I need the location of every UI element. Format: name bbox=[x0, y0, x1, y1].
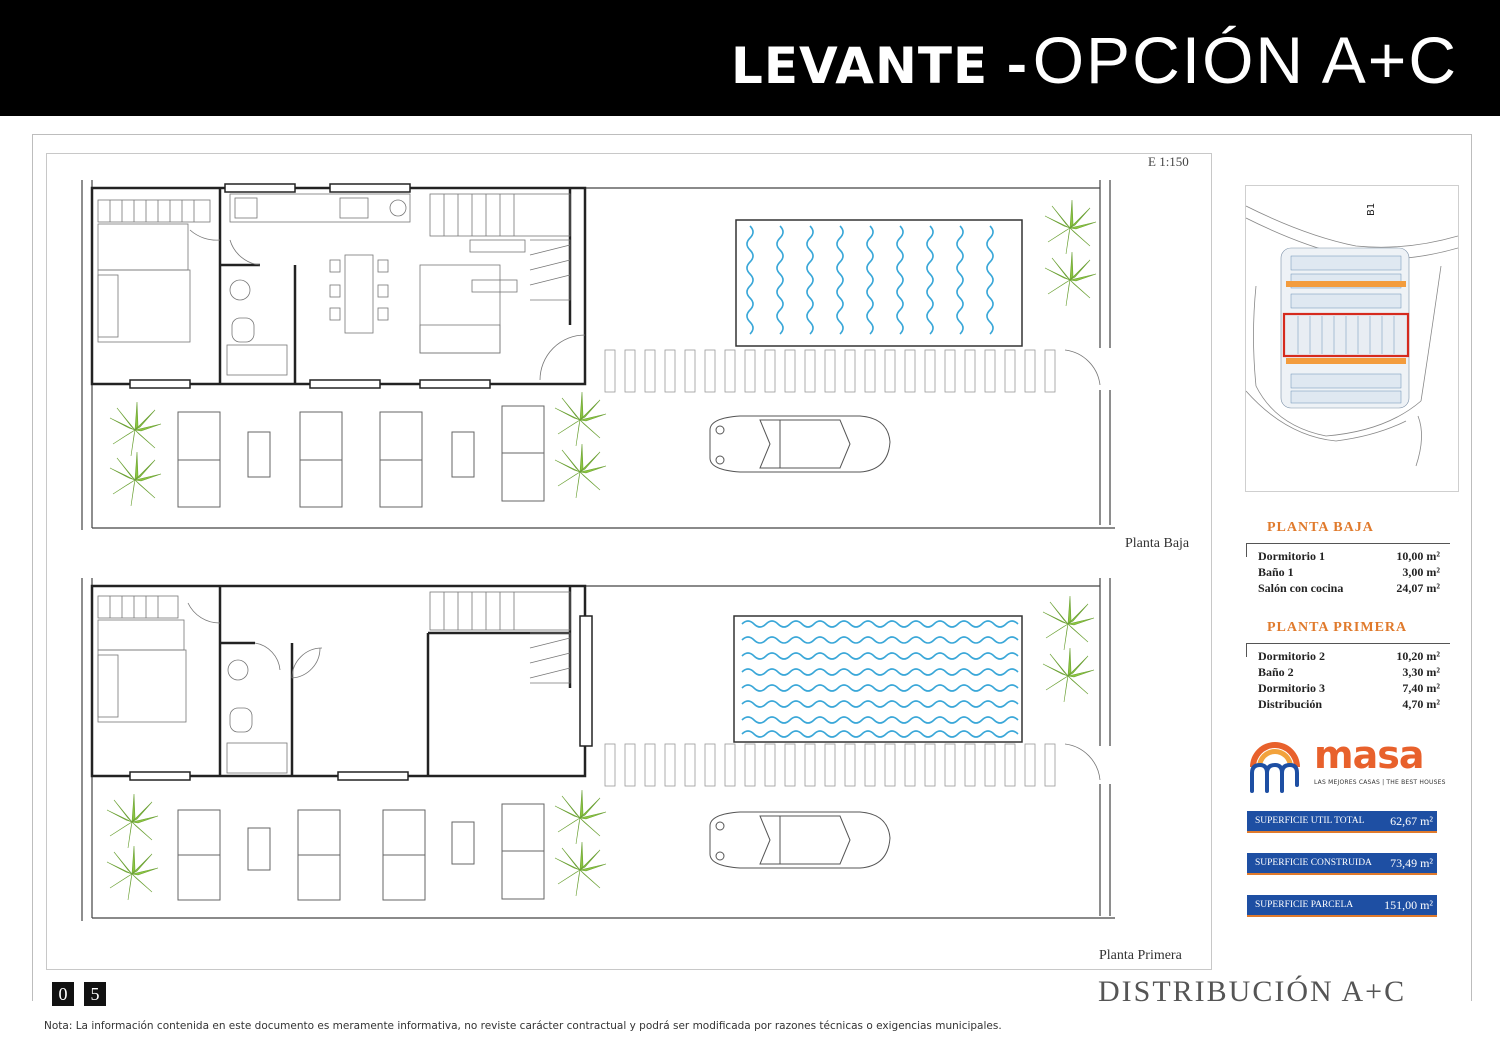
room-name: Distribución bbox=[1258, 697, 1323, 711]
first-floor-plan bbox=[80, 578, 1120, 923]
room-row bbox=[1258, 680, 1440, 696]
masa-logo bbox=[1244, 733, 1446, 793]
room-area: 3,30 m² bbox=[1402, 665, 1440, 679]
first-floor-section-title: PLANTA PRIMERA bbox=[1267, 620, 1408, 635]
ground-floor-label: Planta Baja bbox=[1125, 536, 1190, 551]
page-title bbox=[731, 22, 1458, 98]
divider-tick bbox=[1246, 643, 1247, 657]
disclaimer-note: Nota: La información contenida en este documento es meramente informativa, no reviste carácter contractual y podrá ser modificada por razones técnicas o exigencias municipales. bbox=[44, 1020, 1002, 1032]
room-area: 24,07 m² bbox=[1396, 581, 1440, 595]
room-row bbox=[1258, 548, 1440, 564]
surface-util-total bbox=[1247, 811, 1437, 833]
surface-label: SUPERFICIE PARCELA bbox=[1255, 900, 1354, 910]
surface-value: 73,49 m² bbox=[1390, 855, 1433, 870]
page-header bbox=[0, 0, 1500, 116]
ground-floor-rooms bbox=[1258, 548, 1440, 596]
car bbox=[710, 416, 890, 472]
room-name: Baño 2 bbox=[1258, 665, 1294, 679]
room-area: 10,20 m² bbox=[1396, 649, 1440, 663]
site-map-drawing bbox=[1246, 186, 1458, 491]
pool bbox=[734, 616, 1022, 742]
ground-floor-section-title: PLANTA BAJA bbox=[1267, 520, 1374, 535]
ground-floor-plan bbox=[80, 180, 1120, 530]
room-area: 10,00 m² bbox=[1396, 549, 1440, 563]
room-name: Dormitorio 1 bbox=[1258, 549, 1325, 563]
room-area: 3,00 m² bbox=[1402, 565, 1440, 579]
first-floor-label: Planta Primera bbox=[1099, 948, 1182, 963]
surface-construida bbox=[1247, 853, 1437, 875]
room-name: Dormitorio 2 bbox=[1258, 649, 1325, 663]
surface-label: SUPERFICIE CONSTRUIDA bbox=[1255, 858, 1372, 868]
page-number-digit: 0 bbox=[52, 982, 74, 1006]
room-row bbox=[1258, 564, 1440, 580]
divider bbox=[1246, 643, 1450, 644]
surface-label: SUPERFICIE UTIL TOTAL bbox=[1255, 816, 1365, 826]
surface-value: 62,67 m² bbox=[1390, 813, 1433, 828]
room-row bbox=[1258, 664, 1440, 680]
room-name: Dormitorio 3 bbox=[1258, 681, 1325, 695]
room-area: 7,40 m² bbox=[1402, 681, 1440, 695]
car bbox=[710, 812, 890, 868]
divider-tick bbox=[1246, 543, 1247, 557]
room-name: Salón con cocina bbox=[1258, 581, 1344, 595]
room-name: Baño 1 bbox=[1258, 565, 1294, 579]
site-map bbox=[1245, 185, 1459, 492]
room-row bbox=[1258, 696, 1440, 712]
title-bold: LEVANTE - bbox=[730, 37, 1029, 95]
room-row bbox=[1258, 580, 1440, 596]
page-number-digit: 5 bbox=[84, 982, 106, 1006]
surface-value: 151,00 m² bbox=[1384, 897, 1433, 912]
logo-mark-icon bbox=[1244, 733, 1306, 793]
room-area: 4,70 m² bbox=[1402, 697, 1440, 711]
room-row bbox=[1258, 648, 1440, 664]
brand-tagline: LAS MEJORES CASAS | THE BEST HOUSES bbox=[1314, 779, 1446, 786]
site-map-label: B1 bbox=[1366, 202, 1377, 216]
brand-name: masa bbox=[1314, 733, 1424, 777]
pool bbox=[736, 220, 1022, 346]
divider bbox=[1246, 543, 1450, 544]
title-light: OPCIÓN A+C bbox=[1032, 23, 1458, 97]
surface-parcela bbox=[1247, 895, 1437, 917]
first-floor-rooms bbox=[1258, 648, 1440, 712]
footer-title: DISTRIBUCIÓN A+C bbox=[1098, 975, 1407, 1008]
drawing-scale: E 1:150 bbox=[1148, 154, 1189, 169]
